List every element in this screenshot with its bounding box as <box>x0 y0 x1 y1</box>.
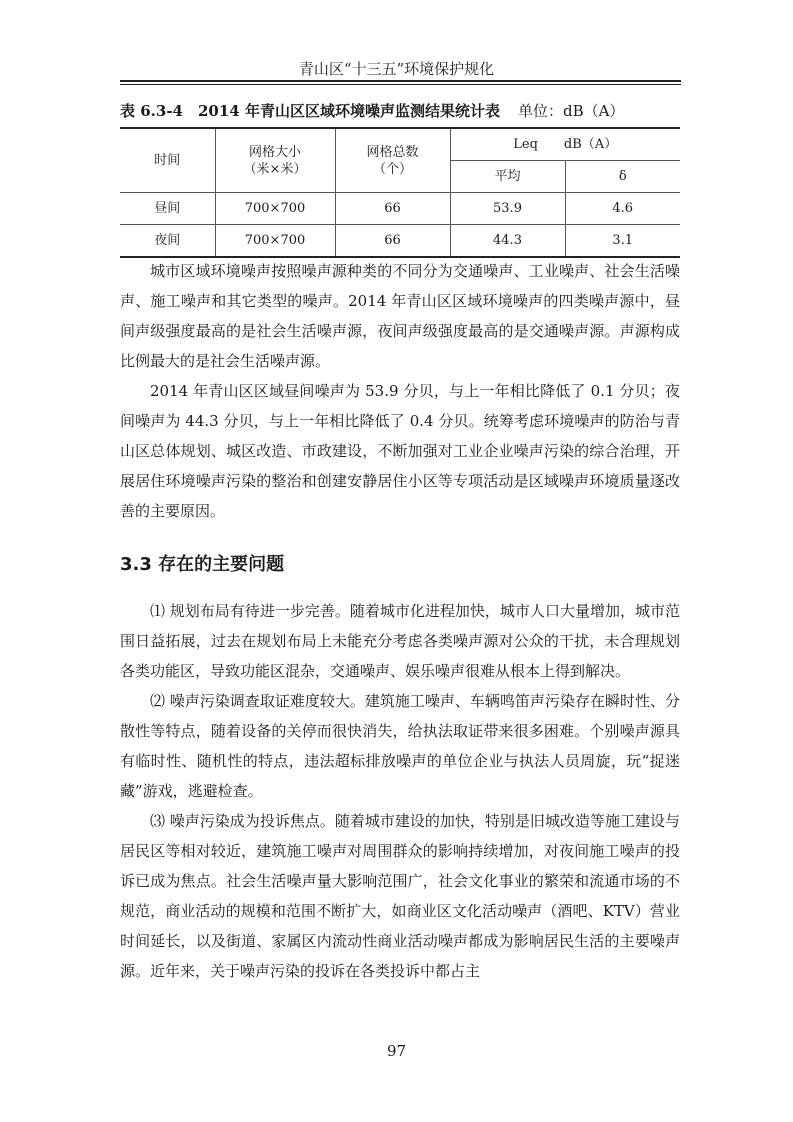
header-grid-size-label: 网格大小 <box>248 144 301 160</box>
header-leq: Leq dB（A） <box>450 128 680 161</box>
table-row <box>120 225 680 258</box>
issues-text <box>120 596 680 986</box>
cell-grid-size: 700×700 <box>215 193 335 225</box>
header-grid-size <box>215 128 335 193</box>
cell-avg: 53.9 <box>450 193 565 225</box>
header-rule-thin <box>120 84 681 85</box>
header-grid-size-unit: （米×米） <box>243 161 307 177</box>
header-avg: 平均 <box>450 161 565 193</box>
issue-paragraph: ⑶ 噪声污染成为投诉焦点。随着城市建设的加快，特别是旧城改造等施工建设与居民区等相对较近，建筑施工噪声对周围群众的影响持续增加，对夜间施工噪声的投诉已成为焦点。社会生活噪声量大影响范围广，社会文化事业的繁荣和流通市场的不规范，商业活动的规模和范围不断扩大，如商业区文化活动噪声（酒吧、KTV）营业时间延长，以及街道、家属区内流动性商业活动噪声都成为影响居民生活的主要噪声源。近年来，关于噪声污染的投诉在各类投诉中都占主 <box>120 812 680 980</box>
cell-time: 昼间 <box>120 193 215 225</box>
running-header: 青山区“十三五”环境保护规化 <box>298 60 495 78</box>
header-delta: δ <box>565 161 680 193</box>
table-caption-unit: 单位：dB（A） <box>517 102 625 120</box>
header-grid-count <box>335 128 450 193</box>
cell-delta: 3.1 <box>565 225 680 258</box>
paragraph: 2014 年青山区区域昼间噪声为 53.9 分贝，与上一年相比降低了 0.1 分贝；夜间噪声为 44.3 分贝，与上一年相比降低了 0.4 分贝。统筹考虑环境噪声的防治与青山区总体规划、城区改造、市政建设，不断加强对工业企业噪声污染的综合治理，开展居住环境噪声污染的整治和创建安静居住小区等专项活动是区域噪声环境质量逐改善的主要原因。 <box>120 382 680 520</box>
header-rule-thick <box>120 80 681 82</box>
cell-grid-count: 66 <box>335 225 450 258</box>
paragraph: 城市区域环境噪声按照噪声源种类的不同分为交通噪声、工业噪声、社会生活噪声、施工噪声和其它类型的噪声。2014 年青山区区域环境噪声的四类噪声源中，昼间声级强度最高的是社会生活噪声源，夜间声级强度最高的是交通噪声源。声源构成比例最大的是社会生活噪声源。 <box>120 262 680 370</box>
header-grid-count-unit: （个） <box>372 161 412 177</box>
intro-text <box>120 256 680 526</box>
cell-avg: 44.3 <box>450 225 565 258</box>
cell-grid-size: 700×700 <box>215 225 335 258</box>
cell-time: 夜间 <box>120 225 215 258</box>
table-caption-label: 表 6.3-4 2014 年青山区区域环境噪声监测结果统计表 <box>120 102 500 120</box>
page-number: 97 <box>386 1042 407 1060</box>
issue-paragraph: ⑵ 噪声污染调查取证难度较大。建筑施工噪声、车辆鸣笛声污染存在瞬时性、分散性等特点，随着设备的关停而很快消失，给执法取证带来很多困难。个别噪声源具有临时性、随机性的特点，违法超标排放噪声的单位企业与执法人员周旋，玩“捉迷藏”游戏，逃避检查。 <box>120 692 680 800</box>
table-caption <box>120 100 700 121</box>
noise-stats-table <box>120 127 680 258</box>
cell-delta: 4.6 <box>565 193 680 225</box>
issue-paragraph: ⑴ 规划布局有待进一步完善。随着城市化进程加快，城市人口大量增加，城市范围日益拓展，过去在规划布局上未能充分考虑各类噪声源对公众的干扰，未合理规划各类功能区，导致功能区混杂，交通噪声、娱乐噪声很难从根本上得到解决。 <box>120 602 680 680</box>
table-header-row <box>120 128 680 161</box>
header-time: 时间 <box>120 128 215 193</box>
header-grid-count-label: 网格总数 <box>366 144 419 160</box>
cell-grid-count: 66 <box>335 193 450 225</box>
table-row <box>120 193 680 225</box>
section-heading: 3.3 存在的主要问题 <box>120 554 285 575</box>
